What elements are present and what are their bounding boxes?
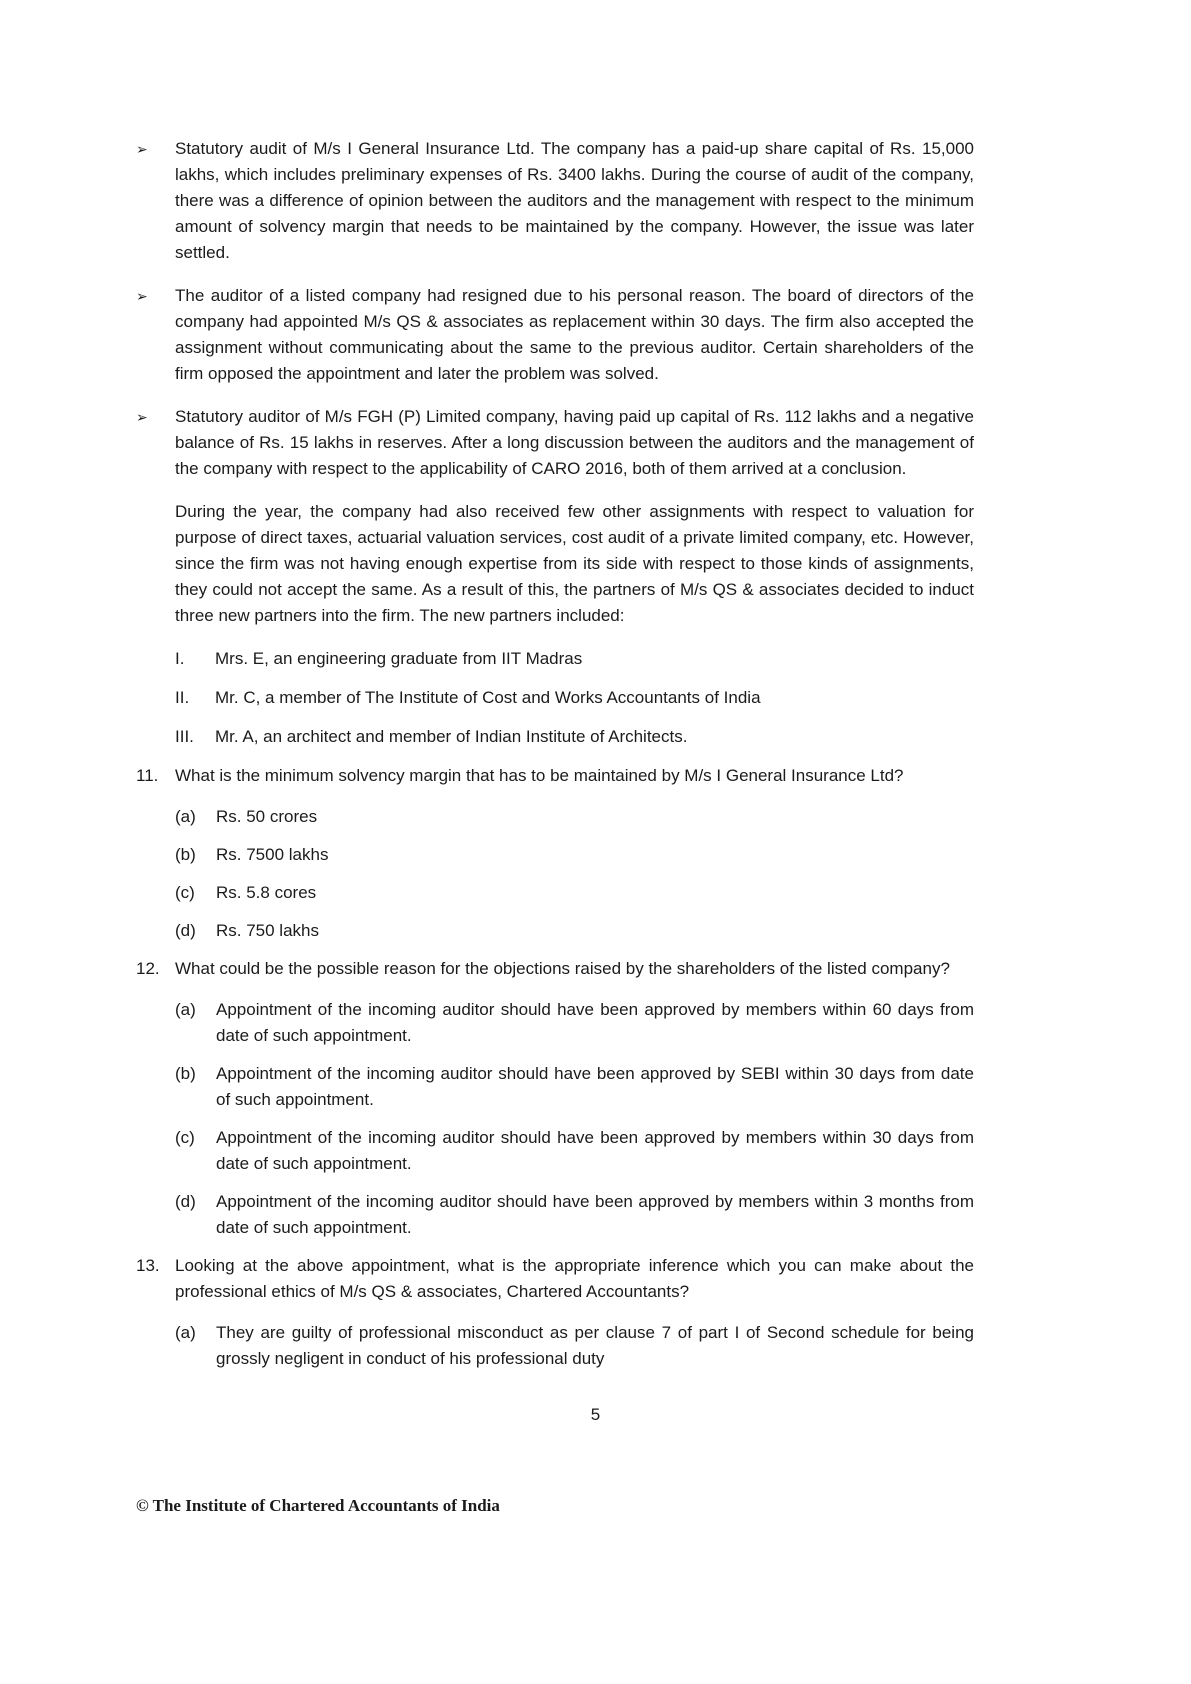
- option-label: (c): [175, 883, 195, 902]
- question-number: 11.: [136, 766, 159, 785]
- question-13-option-a: [175, 1320, 974, 1372]
- partner-text: Mr. C, a member of The Institute of Cost and Works Accountants of India: [215, 688, 761, 707]
- question-number: 13.: [136, 1256, 160, 1275]
- question-text: What could be the possible reason for the objections raised by the shareholders of the listed company?: [175, 959, 950, 978]
- option-text: Appointment of the incoming auditor should have been approved by SEBI within 30 days from date of such appointment.: [216, 1064, 974, 1109]
- question-13: [136, 1253, 974, 1305]
- question-text: What is the minimum solvency margin that has to be maintained by M/s I General Insurance Ltd?: [175, 766, 904, 785]
- option-text: Rs. 750 lakhs: [216, 921, 319, 940]
- continuation-paragraph: During the year, the company had also received few other assignments with respect to valuation for purpose of direct taxes, actuarial valuation services, cost audit of a private limited company, etc. However, since the firm was not having enough expertise from its side with respect to those kinds of assignments, they could not accept the same. As a result of this, the partners of M/s QS & associates decided to induct three new partners into the firm. The new partners included:: [175, 502, 974, 625]
- question-11: [136, 763, 974, 789]
- footer-copyright: © The Institute of Chartered Accountants of India: [136, 1496, 500, 1515]
- bullet-item: [136, 404, 974, 482]
- question-12-option-d: [175, 1189, 974, 1241]
- option-text: Appointment of the incoming auditor should have been approved by members within 30 days from date of such appointment.: [216, 1128, 974, 1173]
- option-label: (d): [175, 921, 196, 940]
- option-text: Rs. 5.8 cores: [216, 883, 317, 902]
- bullet-text: Statutory audit of M/s I General Insurance Ltd. The company has a paid-up share capital of Rs. 15,000 lakhs, which includes preliminary expenses of Rs. 3400 lakhs. During the course of audit of the company, there was a difference of opinion between the auditors and the management with respect to the minimum amount of solvency margin that needs to be maintained by the company. However, the issue was later settled.: [175, 139, 974, 262]
- bullet-text: Statutory auditor of M/s FGH (P) Limited company, having paid up capital of Rs. 112 lakhs and a negative balance of Rs. 15 lakhs in reserves. After a long discussion between the auditors and the management of the company with respect to the applicability of CARO 2016, both of them arrived at a conclusion.: [175, 407, 974, 478]
- question-number: 12.: [136, 959, 160, 978]
- question-11-option-c: [175, 880, 974, 906]
- partner-text: Mr. A, an architect and member of Indian Institute of Architects.: [215, 727, 688, 746]
- roman-numeral-label: I.: [175, 649, 185, 668]
- question-11-option-a: [175, 804, 974, 830]
- option-text: Rs. 7500 lakhs: [216, 845, 329, 864]
- option-label: (d): [175, 1192, 196, 1211]
- page-content: [136, 136, 974, 1384]
- bullet-item: [136, 136, 974, 266]
- option-text: Appointment of the incoming auditor should have been approved by members within 60 days from date of such appointment.: [216, 1000, 974, 1045]
- roman-numeral-label: II.: [175, 688, 190, 707]
- question-12-option-a: [175, 997, 974, 1049]
- partner-list-item: [175, 685, 974, 711]
- option-label: (b): [175, 845, 196, 864]
- option-text: Rs. 50 crores: [216, 807, 318, 826]
- question-12-option-c: [175, 1125, 974, 1177]
- question-11-option-b: [175, 842, 974, 868]
- page-number: 5: [590, 1405, 601, 1424]
- option-text: They are guilty of professional misconduct as per clause 7 of part I of Second schedule for being grossly negligent in conduct of his professional duty: [216, 1323, 974, 1368]
- bullet-arrow-icon: ➢: [136, 288, 148, 304]
- option-label: (a): [175, 807, 196, 826]
- option-text: Appointment of the incoming auditor should have been approved by members within 3 months from date of such appointment.: [216, 1192, 974, 1237]
- option-label: (a): [175, 1000, 196, 1019]
- question-12-option-b: [175, 1061, 974, 1113]
- option-label: (b): [175, 1064, 196, 1083]
- option-label: (a): [175, 1323, 196, 1342]
- partner-list-item: [175, 724, 974, 750]
- bullet-item: [136, 283, 974, 387]
- bullet-arrow-icon: ➢: [136, 409, 148, 425]
- question-11-option-d: [175, 918, 974, 944]
- bullet-arrow-icon: ➢: [136, 141, 148, 157]
- partner-list-item: [175, 646, 974, 672]
- option-label: (c): [175, 1128, 195, 1147]
- question-text: Looking at the above appointment, what is the appropriate inference which you can make about the professional ethics of M/s QS & associates, Chartered Accountants?: [175, 1256, 974, 1301]
- roman-numeral-label: III.: [175, 727, 194, 746]
- question-12: [136, 956, 974, 982]
- bullet-text: The auditor of a listed company had resigned due to his personal reason. The board of directors of the company had appointed M/s QS & associates as replacement within 30 days. The firm also accepted the assignment without communicating about the same to the previous auditor. Certain shareholders of the firm opposed the appointment and later the problem was solved.: [175, 286, 974, 383]
- partner-text: Mrs. E, an engineering graduate from IIT Madras: [215, 649, 583, 668]
